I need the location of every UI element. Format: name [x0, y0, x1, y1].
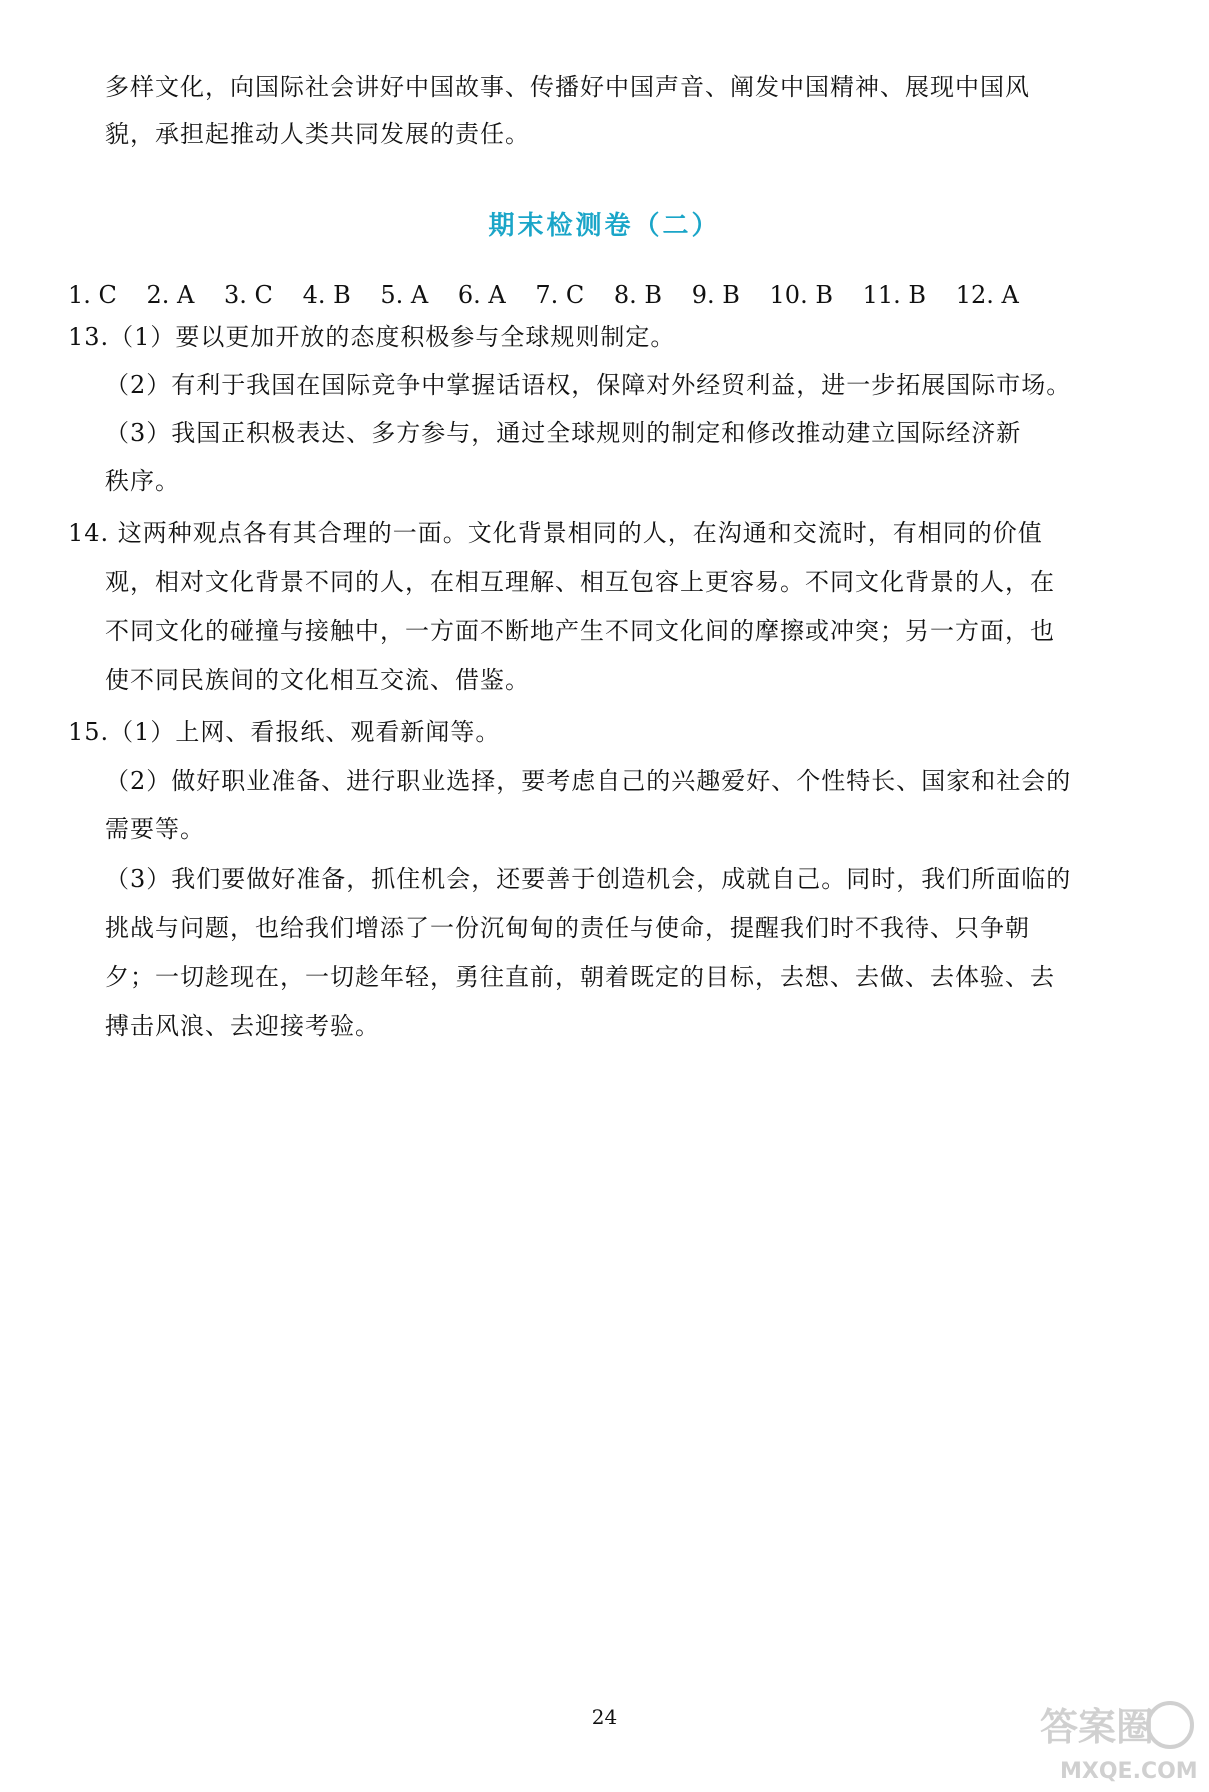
answer-item: 8. B	[613, 281, 663, 309]
q13-line-4: 秩序。	[105, 467, 180, 495]
answer-item: 11. B	[862, 281, 927, 309]
q14-line-1: 14. 这两种观点各有其合理的一面。文化背景相同的人，在沟通和交流时，有相同的价值	[68, 519, 1043, 547]
watermark-logo	[1030, 1690, 1200, 1785]
multiple-choice-answers	[68, 278, 1041, 312]
answer-item: 7. C	[535, 281, 585, 309]
watermark-circle-icon	[1148, 1703, 1192, 1747]
q15-line-1: 15.（1）上网、看报纸、观看新闻等。	[68, 718, 501, 746]
intro-line-2: 貌，承担起推动人类共同发展的责任。	[105, 120, 530, 148]
answer-item: 12. A	[955, 281, 1019, 309]
q13-line-3: （3）我国正积极表达、多方参与，通过全球规则的制定和修改推动建立国际经济新	[105, 419, 1022, 447]
answer-item: 5. A	[380, 281, 429, 309]
q15-line-5: 挑战与问题，也给我们增添了一份沉甸甸的责任与使命，提醒我们时不我待、只争朝	[105, 914, 1030, 942]
q13-line-2: （2）有利于我国在国际竞争中掌握话语权，保障对外经贸利益，进一步拓展国际市场。	[105, 371, 1072, 399]
answer-item: 9. B	[691, 281, 740, 309]
intro-line-1: 多样文化，向国际社会讲好中国故事、传播好中国声音、阐发中国精神、展现中国风	[105, 73, 1030, 101]
watermark-brand: 答案圈	[1040, 1705, 1155, 1749]
watermark-url: MXQE.COM	[1060, 1759, 1198, 1784]
q15-line-6: 夕；一切趁现在，一切趁年轻，勇往直前，朝着既定的目标，去想、去做、去体验、去	[105, 963, 1055, 991]
q13-line-1: 13.（1）要以更加开放的态度积极参与全球规则制定。	[68, 323, 676, 351]
page-number: 24	[591, 1705, 618, 1729]
q15-line-2: （2）做好职业准备、进行职业选择，要考虑自己的兴趣爱好、个性特长、国家和社会的	[105, 767, 1072, 795]
answer-item: 6. A	[457, 281, 506, 309]
q14-line-4: 使不同民族间的文化相互交流、借鉴。	[105, 666, 530, 694]
q14-line-2: 观，相对文化背景不同的人，在相互理解、相互包容上更容易。不同文化背景的人，在	[105, 568, 1055, 596]
q15-line-3: 需要等。	[105, 815, 205, 843]
q15-line-4: （3）我们要做好准备，抓住机会，还要善于创造机会，成就自己。同时，我们所面临的	[105, 865, 1072, 893]
answer-item: 2. A	[146, 281, 195, 309]
answer-item: 10. B	[769, 281, 833, 309]
answer-item: 3. C	[224, 281, 273, 309]
q15-line-7: 搏击风浪、去迎接考验。	[105, 1012, 380, 1040]
answer-item: 1. C	[68, 281, 117, 309]
q14-line-3: 不同文化的碰撞与接触中，一方面不断地产生不同文化间的摩擦或冲突；另一方面，也	[105, 617, 1055, 645]
section-title: 期末检测卷（二）	[488, 211, 721, 241]
answer-item: 4. B	[302, 281, 351, 309]
